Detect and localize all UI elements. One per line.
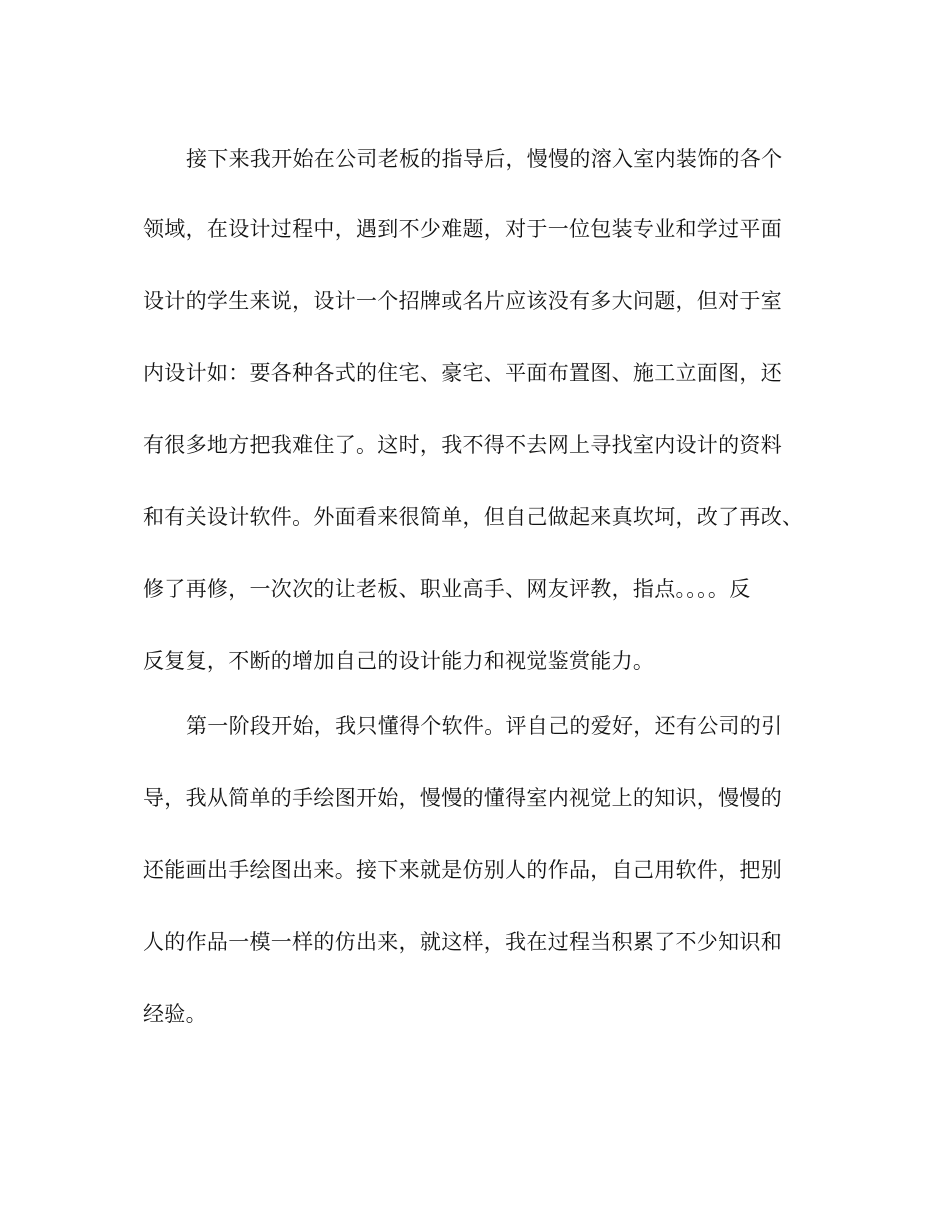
paragraph-line: 导，我从简单的手绘图开始，慢慢的懂得室内视觉上的知识，慢慢的 (143, 786, 782, 810)
paragraph-line: 接下来我开始在公司老板的指导后，慢慢的溶入室内装饰的各个 (186, 147, 783, 171)
paragraph-line: 修了再修，一次次的让老板、职业高手、网友评教，指点。。。。反 (143, 577, 751, 601)
paragraph-line: 领域，在设计过程中，遇到不少难题，对于一位包装专业和学过平面 (143, 217, 782, 241)
paragraph-line: 有很多地方把我难住了。这时，我不得不去网上寻找室内设计的资料 (143, 433, 782, 457)
paragraph-line: 内设计如：要各种各式的住宅、豪宅、平面布置图、施工立面图，还 (143, 361, 782, 385)
paragraph-line: 反复复，不断的增加自己的设计能力和视觉鉴赏能力。 (143, 649, 655, 673)
paragraph-line: 经验。 (143, 1002, 207, 1026)
paragraph-line: 人的作品一模一样的仿出来，就这样，我在过程当积累了不少知识和 (143, 930, 782, 954)
paragraph-line: 第一阶段开始，我只懂得个软件。评自己的爱好，还有公司的引 (186, 714, 783, 738)
paragraph-line: 和有关设计软件。外面看来很简单，但自己做起来真坎坷，改了再改、 (143, 505, 804, 529)
paragraph-line: 还能画出手绘图出来。接下来就是仿别人的作品，自己用软件，把别 (143, 858, 782, 882)
paragraph-line: 设计的学生来说，设计一个招牌或名片应该没有多大问题，但对于室 (143, 289, 782, 313)
